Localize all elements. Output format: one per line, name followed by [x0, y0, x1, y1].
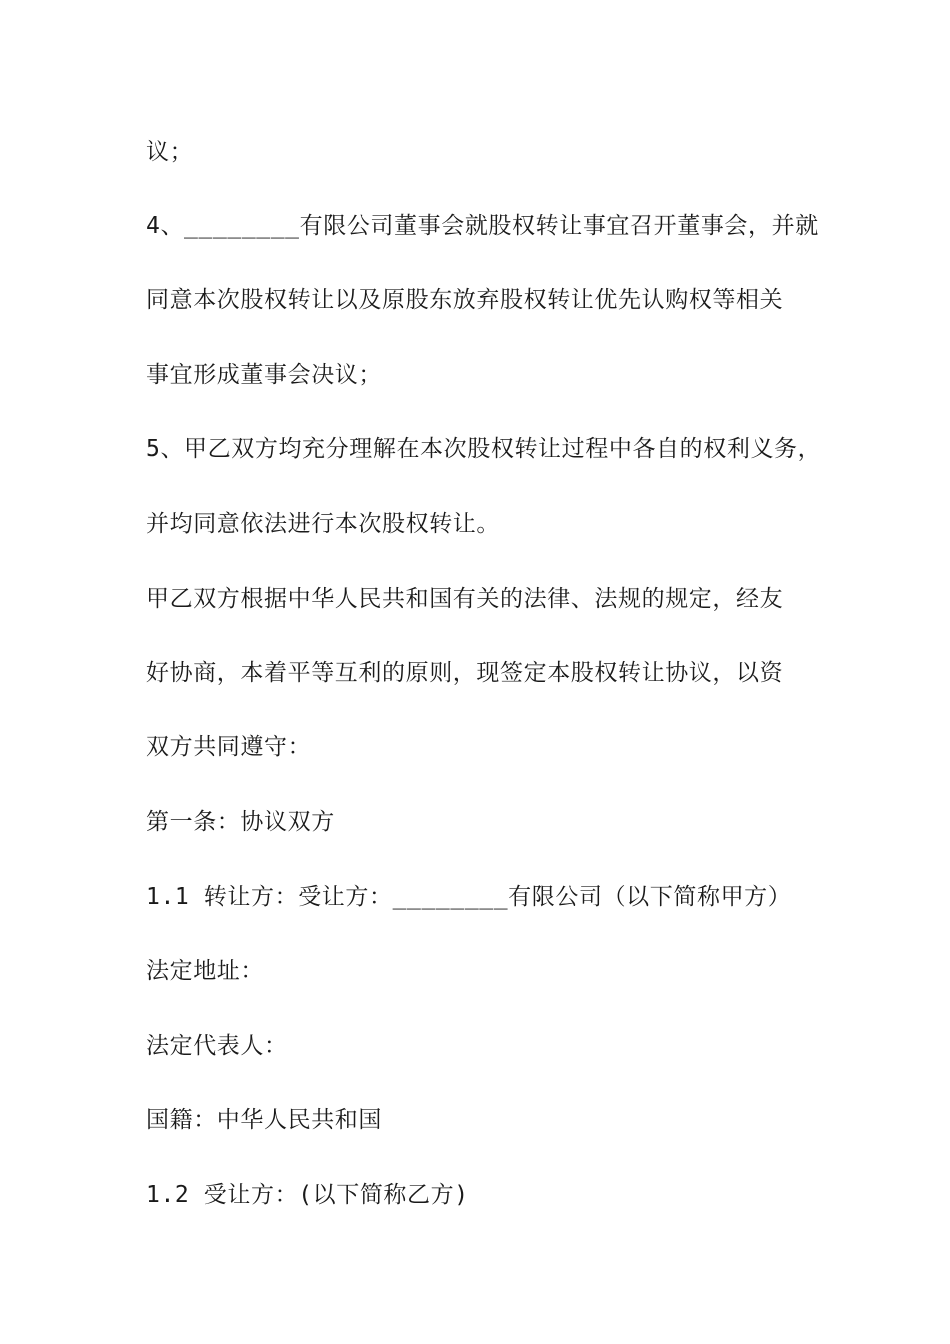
- text-line: 1.2 受让方：(以下简称乙方): [146, 1182, 469, 1208]
- text-line: 法定代表人：: [146, 1033, 288, 1059]
- text-line: 甲乙双方根据中华人民共和国有关的法律、法规的规定，经友: [146, 586, 784, 612]
- text-line: 法定地址：: [146, 958, 264, 984]
- text-line: 5、甲乙双方均充分理解在本次股权转让过程中各自的权利义务，: [146, 436, 822, 462]
- text-line: 双方共同遵守：: [146, 734, 312, 760]
- text-line: 并均同意依法进行本次股权转让。: [146, 511, 500, 537]
- text-line: 4、________有限公司董事会就股权转让事宜召开董事会，并就: [146, 213, 819, 239]
- text-line: 好协商，本着平等互利的原则，现签定本股权转让协议，以资: [146, 660, 784, 686]
- section-heading: 第一条：协议双方: [146, 809, 335, 835]
- text-line: 国籍：中华人民共和国: [146, 1107, 382, 1133]
- text-line: 同意本次股权转让以及原股东放弃股权转让优先认购权等相关: [146, 287, 784, 313]
- text-line: 1.1 转让方：受让方：________有限公司（以下简称甲方）: [146, 884, 792, 910]
- text-line: 事宜形成董事会决议；: [146, 362, 382, 388]
- text-line: 议；: [146, 139, 194, 165]
